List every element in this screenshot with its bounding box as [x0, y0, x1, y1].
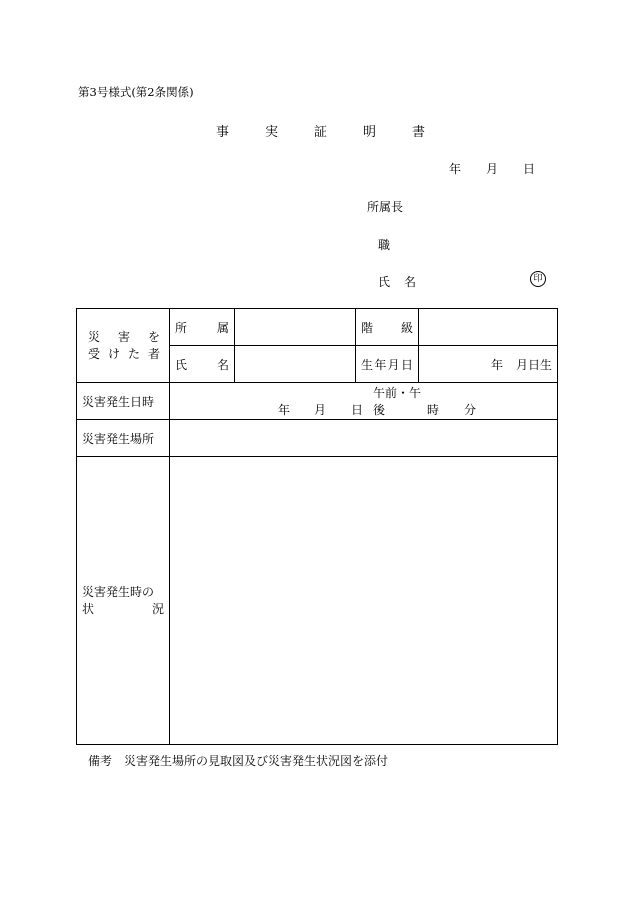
- situation-label-cell: [77, 457, 170, 745]
- occ-month: 月: [314, 403, 327, 417]
- post-label: 職: [378, 238, 391, 252]
- date-day: 日: [523, 162, 536, 176]
- birthdate-label: 生年月日: [356, 346, 419, 383]
- victim-name-field[interactable]: [235, 346, 356, 383]
- header-date: [449, 160, 535, 177]
- victim-label-line2: 受けた者: [88, 346, 160, 361]
- remarks-note: 備考 災害発生場所の見取図及び災害発生状況図を添付: [88, 754, 389, 768]
- occurrence-datetime-label: 災害発生日時: [77, 383, 170, 420]
- occurrence-place-label: 災害発生場所: [77, 420, 170, 457]
- signer-name-label: 氏名: [378, 275, 431, 289]
- occ-day: 日: [351, 403, 364, 417]
- occ-ampm: 午前・午後: [373, 386, 422, 417]
- situation-label-line1: 災害発生時の: [82, 584, 155, 599]
- seal-mark: 印: [530, 271, 546, 287]
- rank-field[interactable]: [419, 309, 558, 346]
- occ-minute: 分: [464, 403, 477, 417]
- victim-name-label: 氏名: [170, 346, 235, 383]
- birth-year: 年: [490, 357, 503, 372]
- occ-year: 年: [278, 403, 291, 417]
- affiliation-label: 所属: [170, 309, 235, 346]
- victim-label-cell: [77, 309, 170, 383]
- situation-row: [77, 457, 558, 745]
- occ-hour: 時: [427, 403, 440, 417]
- occurrence-datetime-field[interactable]: [170, 383, 558, 420]
- victim-label-line1: 災害を: [88, 329, 160, 344]
- certification-form-table: [76, 308, 558, 745]
- date-month: 月: [486, 162, 499, 176]
- situation-label-line2: 状況: [82, 601, 164, 616]
- occurrence-place-row: [77, 420, 558, 457]
- situation-field[interactable]: [170, 457, 558, 745]
- victim-row-1: [77, 309, 558, 346]
- occurrence-place-field[interactable]: [170, 420, 558, 457]
- head-label: 所属長: [367, 200, 404, 214]
- birth-month: 月: [515, 357, 528, 372]
- form-number: 第3号様式(第2条関係): [78, 85, 194, 99]
- birthdate-field[interactable]: [419, 346, 558, 383]
- birth-day-suffix: 日生: [527, 357, 552, 372]
- date-year: 年: [449, 162, 462, 176]
- document-title: 事実証明書: [216, 125, 462, 140]
- rank-label: 階級: [356, 309, 419, 346]
- occurrence-datetime-row: [77, 383, 558, 420]
- affiliation-field[interactable]: [235, 309, 356, 346]
